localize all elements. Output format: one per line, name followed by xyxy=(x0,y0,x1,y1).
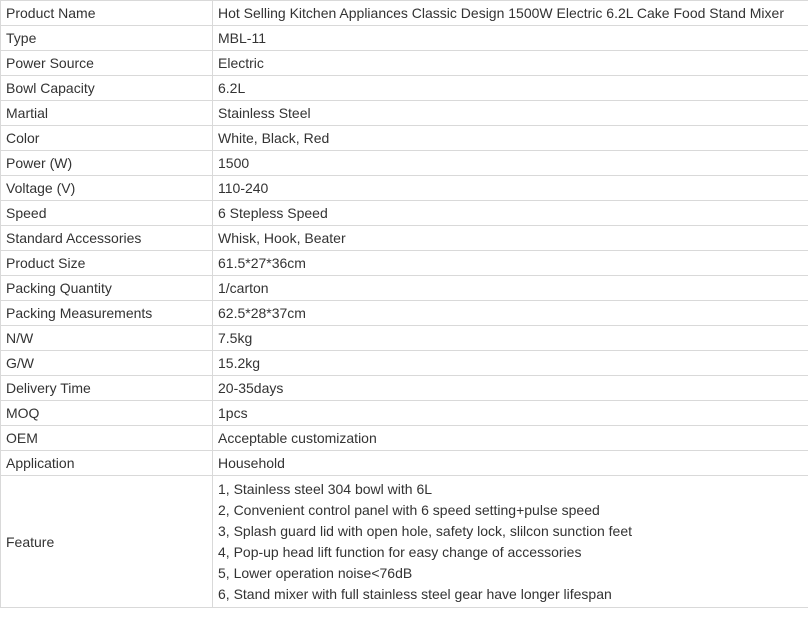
spec-label: Delivery Time xyxy=(1,376,213,401)
feature-line: 1, Stainless steel 304 bowl with 6L xyxy=(218,481,433,497)
table-row xyxy=(1,226,808,251)
table-row xyxy=(1,376,808,401)
spec-label: Speed xyxy=(1,201,213,226)
spec-value: 62.5*28*37cm xyxy=(213,301,808,326)
table-row xyxy=(1,326,808,351)
table-row xyxy=(1,401,808,426)
spec-label: OEM xyxy=(1,426,213,451)
table-row xyxy=(1,1,808,26)
spec-table-body xyxy=(1,1,808,608)
table-row xyxy=(1,426,808,451)
spec-label: Martial xyxy=(1,101,213,126)
spec-value: 6.2L xyxy=(213,76,808,101)
spec-label: Packing Measurements xyxy=(1,301,213,326)
feature-line: 5, Lower operation noise<76dB xyxy=(218,565,413,581)
spec-label: Product Name xyxy=(1,1,213,26)
spec-value: 110-240 xyxy=(213,176,808,201)
spec-value: 6 Stepless Speed xyxy=(213,201,808,226)
spec-value: 15.2kg xyxy=(213,351,808,376)
spec-value: 1500 xyxy=(213,151,808,176)
spec-label: Color xyxy=(1,126,213,151)
table-row xyxy=(1,251,808,276)
spec-label: Packing Quantity xyxy=(1,276,213,301)
feature-line: 4, Pop-up head lift function for easy change of accessories xyxy=(218,544,582,560)
spec-value: MBL-11 xyxy=(213,26,808,51)
spec-value: White, Black, Red xyxy=(213,126,808,151)
table-row xyxy=(1,101,808,126)
spec-value: Stainless Steel xyxy=(213,101,808,126)
spec-label: Application xyxy=(1,451,213,476)
table-row xyxy=(1,351,808,376)
spec-value: 1pcs xyxy=(213,401,808,426)
spec-label: Voltage (V) xyxy=(1,176,213,201)
spec-label: Product Size xyxy=(1,251,213,276)
spec-label: G/W xyxy=(1,351,213,376)
table-row xyxy=(1,76,808,101)
spec-label: Standard Accessories xyxy=(1,226,213,251)
feature-value xyxy=(213,476,808,608)
spec-value: Hot Selling Kitchen Appliances Classic Design 1500W Electric 6.2L Cake Food Stand Mixer xyxy=(213,1,808,26)
spec-label: Power (W) xyxy=(1,151,213,176)
feature-line: 3, Splash guard lid with open hole, safety lock, slilcon sunction feet xyxy=(218,523,633,539)
feature-line: 2, Convenient control panel with 6 speed setting+pulse speed xyxy=(218,502,600,518)
spec-value: 20-35days xyxy=(213,376,808,401)
table-row xyxy=(1,126,808,151)
table-row xyxy=(1,26,808,51)
spec-value: Acceptable customization xyxy=(213,426,808,451)
table-row xyxy=(1,301,808,326)
spec-label: MOQ xyxy=(1,401,213,426)
table-row xyxy=(1,176,808,201)
table-row xyxy=(1,276,808,301)
table-row xyxy=(1,51,808,76)
spec-value: 61.5*27*36cm xyxy=(213,251,808,276)
spec-label: Power Source xyxy=(1,51,213,76)
feature-row xyxy=(1,476,808,608)
spec-label: Type xyxy=(1,26,213,51)
feature-list xyxy=(218,476,803,607)
feature-label: Feature xyxy=(1,476,213,608)
table-row xyxy=(1,451,808,476)
spec-label: N/W xyxy=(1,326,213,351)
table-row xyxy=(1,151,808,176)
table-row xyxy=(1,201,808,226)
spec-label: Bowl Capacity xyxy=(1,76,213,101)
spec-value: 1/carton xyxy=(213,276,808,301)
spec-value: 7.5kg xyxy=(213,326,808,351)
spec-value: Whisk, Hook, Beater xyxy=(213,226,808,251)
feature-line: 6, Stand mixer with full stainless steel gear have longer lifespan xyxy=(218,586,612,602)
spec-value: Electric xyxy=(213,51,808,76)
spec-value: Household xyxy=(213,451,808,476)
